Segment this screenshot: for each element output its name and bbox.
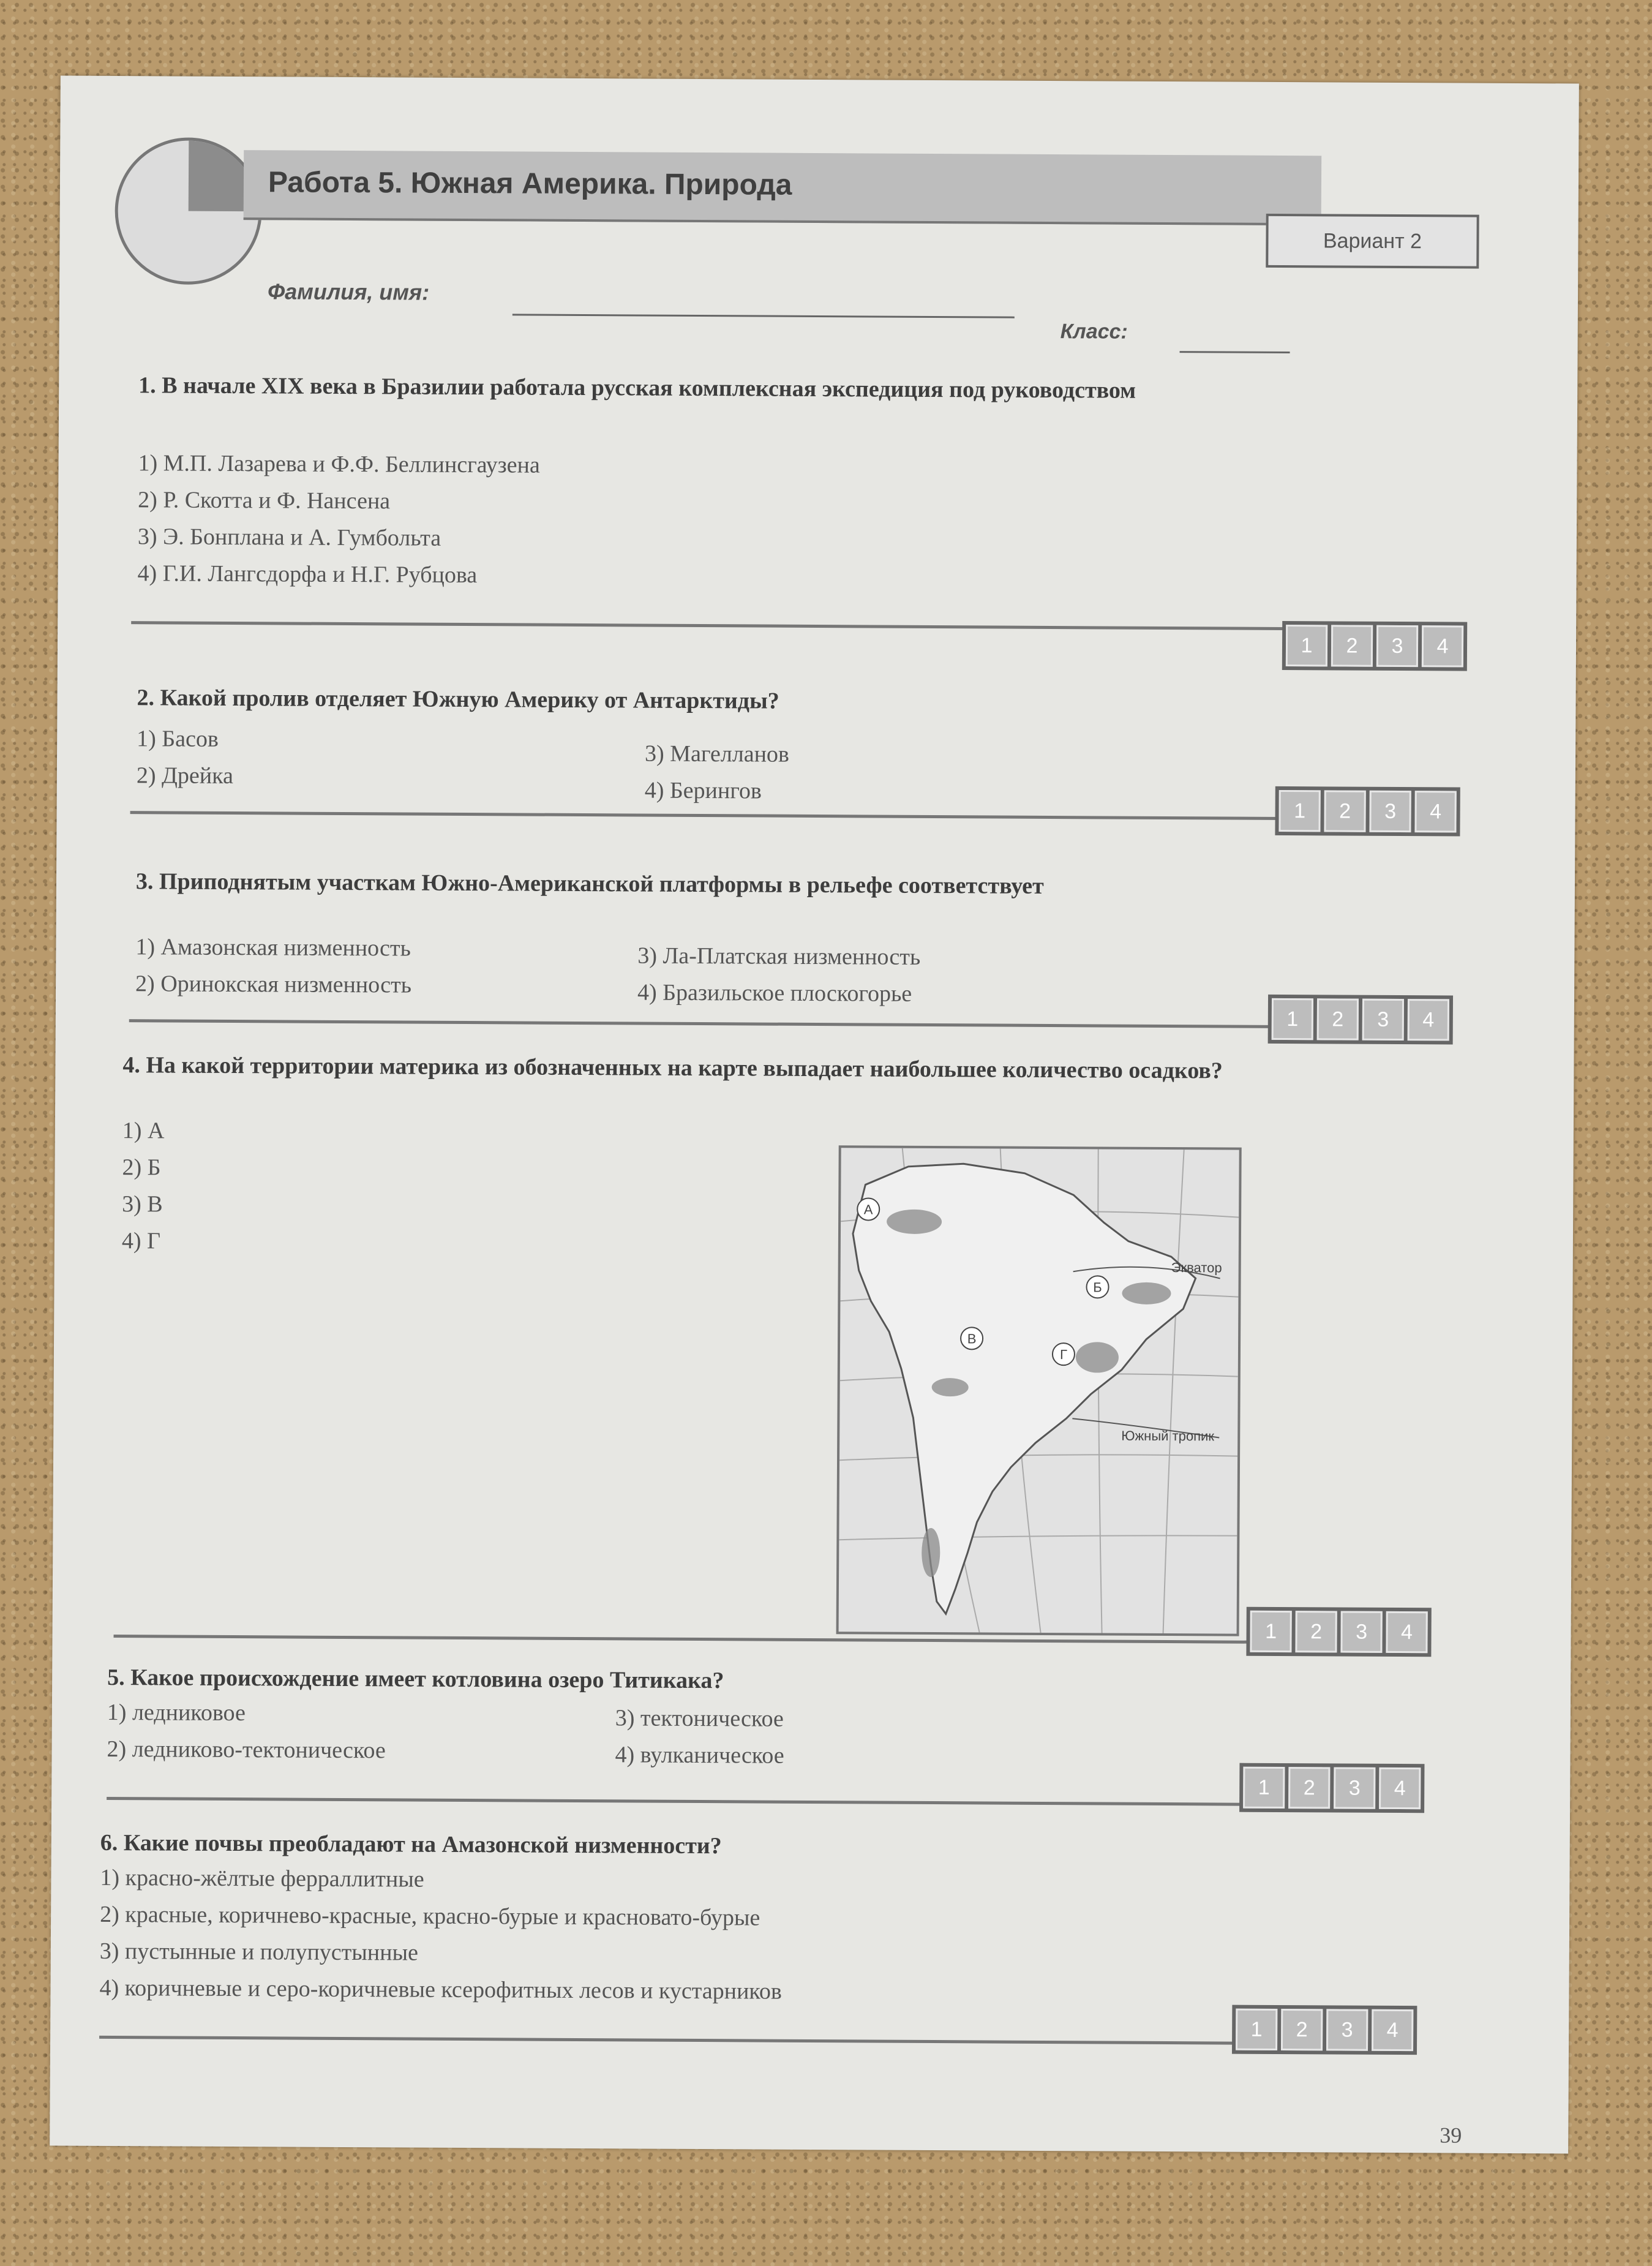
answer-box-4[interactable]: 4 — [1379, 1767, 1421, 1809]
answer-box-2[interactable]: 2 — [1281, 2009, 1323, 2050]
worksheet-page — [50, 76, 1579, 2154]
question-1-option-1[interactable]: 1) М.П. Лазарева и Ф.Ф. Беллинсгаузена — [138, 450, 540, 478]
question-2-option-3[interactable]: 3) Магелланов — [644, 740, 790, 767]
answer-box-3[interactable]: 3 — [1334, 1767, 1375, 1809]
answer-boxes-5[interactable] — [1239, 1763, 1424, 1813]
answer-boxes-6[interactable] — [1232, 2005, 1417, 2055]
answer-box-3[interactable]: 3 — [1376, 625, 1418, 667]
answer-box-1[interactable]: 1 — [1236, 2009, 1277, 2050]
answer-box-4[interactable]: 4 — [1386, 1611, 1427, 1653]
answer-boxes-1[interactable] — [1282, 621, 1467, 671]
question-3-option-3[interactable]: 3) Ла-Платская низменность — [637, 943, 921, 970]
map-marker-g: Г — [1059, 1347, 1067, 1363]
tropic-label: Южный тропик — [1121, 1428, 1215, 1444]
answer-box-1[interactable]: 1 — [1243, 1767, 1285, 1809]
question-6-option-1[interactable]: 1) красно-жёлтые ферраллитные — [100, 1864, 424, 1892]
answer-box-3[interactable]: 3 — [1326, 2009, 1368, 2050]
answer-box-2[interactable]: 2 — [1331, 625, 1373, 666]
question-2-option-4[interactable]: 4) Берингов — [644, 777, 762, 804]
question-1-title: 1. В начале XIX века в Бразилии работала русская комплексная экспедиция под руководством — [138, 372, 1136, 404]
divider — [130, 811, 1331, 820]
question-3-title: 3. Приподнятым участкам Южно-Американской платформы в рельефе соответствует — [135, 868, 1044, 899]
question-4-option-3[interactable]: 3) В — [122, 1191, 163, 1218]
question-6-option-4[interactable]: 4) коричневые и серо-коричневые ксерофитных лесов и кустарников — [99, 1974, 782, 2004]
answer-box-3[interactable]: 3 — [1340, 1611, 1382, 1653]
answer-box-2[interactable]: 2 — [1288, 1767, 1330, 1809]
question-5-option-2[interactable]: 2) ледниково-тектоническое — [107, 1736, 386, 1764]
divider — [131, 621, 1331, 630]
answer-boxes-4[interactable] — [1246, 1607, 1431, 1657]
question-2-title: 2. Какой пролив отделяет Южную Америку от Антарктиды? — [137, 685, 779, 714]
answer-box-2[interactable]: 2 — [1317, 998, 1359, 1040]
divider — [107, 1797, 1301, 1806]
answer-box-2[interactable]: 2 — [1295, 1611, 1337, 1652]
question-5-title: 5. Какое происхождение имеет котловина озеро Титикака? — [107, 1664, 724, 1694]
answer-box-1[interactable]: 1 — [1272, 998, 1313, 1040]
name-label: Фамилия, имя: — [267, 279, 430, 305]
question-5-option-1[interactable]: 1) ледниковое — [107, 1699, 246, 1726]
map-svg — [839, 1148, 1239, 1633]
class-field[interactable] — [1180, 351, 1290, 353]
answer-box-1[interactable]: 1 — [1278, 790, 1320, 832]
question-4-option-4[interactable]: 4) Г — [121, 1228, 161, 1254]
clock-icon — [115, 137, 262, 285]
question-5-option-4[interactable]: 4) вулканическое — [615, 1742, 784, 1769]
question-1-option-4[interactable]: 4) Г.И. Лангсдорфа и Н.Г. Рубцова — [137, 560, 478, 589]
page-number: 39 — [1440, 2123, 1462, 2148]
question-2-option-2[interactable]: 2) Дрейка — [136, 762, 234, 789]
variant-badge: Вариант 2 — [1266, 214, 1479, 269]
page-title: Работа 5. Южная Америка. Природа — [268, 166, 792, 201]
south-america-map — [836, 1145, 1242, 1636]
question-2-option-1[interactable]: 1) Басов — [137, 726, 219, 752]
question-3-option-2[interactable]: 2) Оринокская низменность — [135, 971, 412, 998]
equator-label: Экватор — [1171, 1260, 1222, 1276]
answer-box-4[interactable]: 4 — [1422, 625, 1463, 667]
class-label: Класс: — [1060, 320, 1128, 344]
question-1-option-2[interactable]: 2) Р. Скотта и Ф. Нансена — [138, 487, 391, 514]
map-marker-b: Б — [1093, 1279, 1102, 1295]
answer-box-2[interactable]: 2 — [1324, 790, 1365, 832]
question-1-option-3[interactable]: 3) Э. Бонплана и А. Гумбольта — [137, 524, 441, 551]
question-5-option-3[interactable]: 3) тектоническое — [615, 1705, 784, 1732]
answer-box-1[interactable]: 1 — [1286, 625, 1327, 666]
answer-box-1[interactable]: 1 — [1250, 1611, 1291, 1652]
question-6-option-2[interactable]: 2) красные, коричнево-красные, красно-бурые и красновато-бурые — [100, 1901, 760, 1931]
map-marker-a: А — [863, 1202, 873, 1218]
divider — [129, 1019, 1329, 1028]
question-3-option-4[interactable]: 4) Бразильское плоскогорье — [637, 979, 912, 1007]
question-4-option-1[interactable]: 1) А — [122, 1118, 165, 1144]
name-field[interactable] — [512, 314, 1015, 318]
answer-box-4[interactable]: 4 — [1372, 2009, 1413, 2051]
answer-box-3[interactable]: 3 — [1369, 791, 1411, 832]
question-4-title: 4. На какой территории материка из обозначенных на карте выпадает наибольшее количество осадков? — [122, 1052, 1223, 1084]
divider — [99, 2036, 1299, 2045]
answer-box-4[interactable]: 4 — [1414, 791, 1456, 832]
answer-box-3[interactable]: 3 — [1362, 999, 1404, 1041]
answer-boxes-3[interactable] — [1268, 995, 1453, 1045]
question-3-option-1[interactable]: 1) Амазонская низменность — [135, 934, 411, 962]
answer-boxes-2[interactable] — [1275, 786, 1460, 837]
question-6-title: 6. Какие почвы преобладают на Амазонской низменности? — [100, 1829, 722, 1859]
map-marker-v: В — [967, 1331, 977, 1347]
question-4-option-2[interactable]: 2) Б — [122, 1154, 161, 1181]
answer-box-4[interactable]: 4 — [1408, 999, 1449, 1041]
question-6-option-3[interactable]: 3) пустынные и полупустынные — [99, 1938, 419, 1966]
